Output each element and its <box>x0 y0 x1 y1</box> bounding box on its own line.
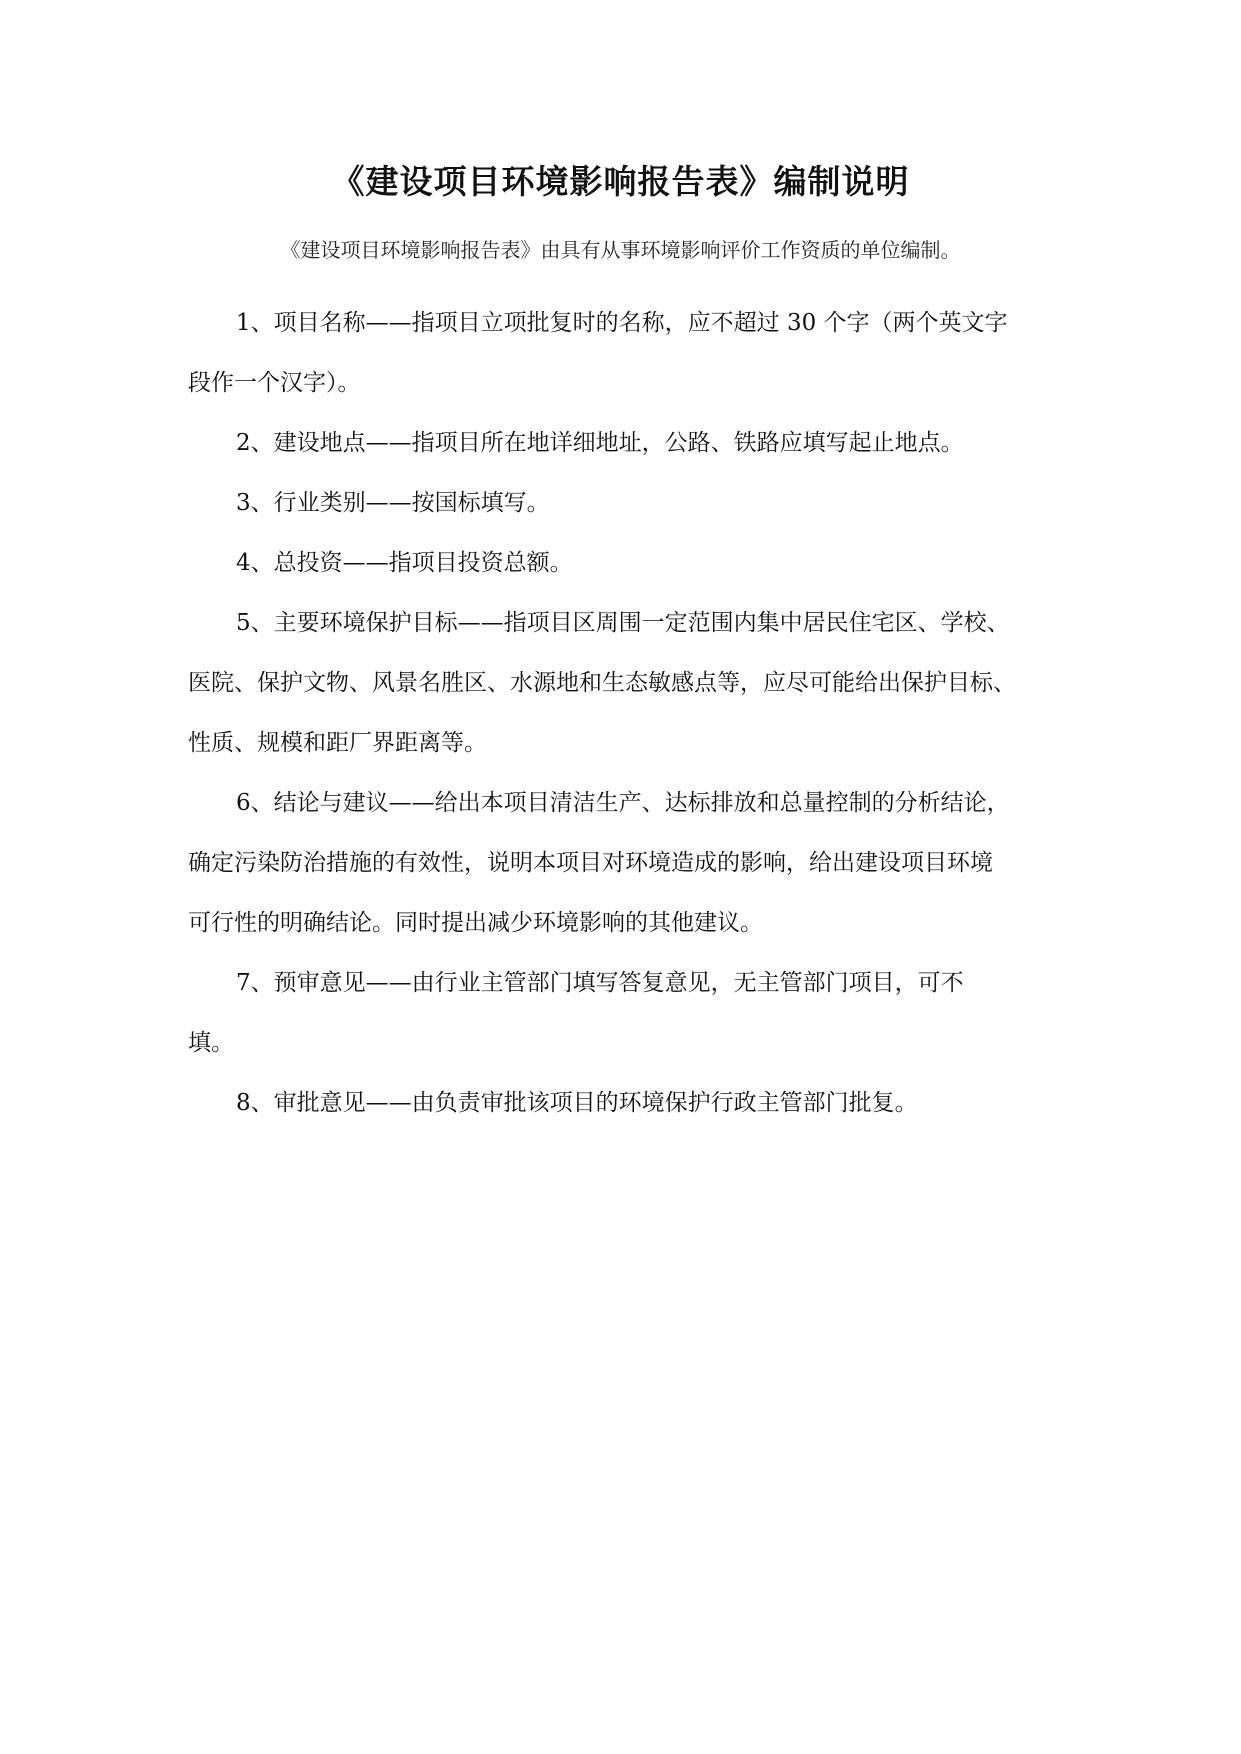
instruction-item-1 <box>188 293 1068 413</box>
paragraph-line: 7、预审意见——由行业主管部门填写答复意见，无主管部门项目，可不 <box>236 970 964 996</box>
instruction-item-2 <box>188 413 1068 473</box>
paragraph-line: 填。 <box>188 1030 234 1056</box>
instruction-item-4 <box>188 533 1068 593</box>
paragraph-line: 性质、规模和距厂界距离等。 <box>188 730 487 756</box>
paragraph-line: 8、审批意见——由负责审批该项目的环境保护行政主管部门批复。 <box>236 1090 918 1116</box>
document-title: 《建设项目环境影响报告表》编制说明 <box>331 162 910 201</box>
paragraph-line: 1、项目名称——指项目立项批复时的名称，应不超过 30 个字（两个英文字 <box>236 310 1008 336</box>
instruction-item-7 <box>188 953 1068 1073</box>
instruction-item-6 <box>188 773 1068 953</box>
instruction-item-3 <box>188 473 1068 533</box>
paragraph-line: 可行性的明确结论。同时提出减少环境影响的其他建议。 <box>188 910 763 936</box>
paragraph-line: 4、总投资——指项目投资总额。 <box>236 550 573 576</box>
instructions-body <box>188 293 1068 1133</box>
paragraph-line: 3、行业类别——按国标填写。 <box>236 490 550 516</box>
paragraph-line: 确定污染防治措施的有效性，说明本项目对环境造成的影响，给出建设项目环境 <box>188 850 993 876</box>
paragraph-line: 2、建设地点——指项目所在地详细地址，公路、铁路应填写起止地点。 <box>236 430 964 456</box>
paragraph-line: 6、结论与建议——给出本项目清洁生产、达标排放和总量控制的分析结论， <box>236 790 1010 816</box>
paragraph-line: 段作一个汉字）。 <box>188 370 361 396</box>
paragraph-line: 医院、保护文物、风景名胜区、水源地和生态敏感点等，应尽可能给出保护目标、 <box>188 670 1016 696</box>
instruction-item-5 <box>188 593 1068 773</box>
instruction-item-8 <box>188 1073 1068 1133</box>
document-intro: 《建设项目环境影响报告表》由具有从事环境影响评价工作资质的单位编制。 <box>280 238 961 262</box>
paragraph-line: 5、主要环境保护目标——指项目区周围一定范围内集中居民住宅区、学校、 <box>236 610 1010 636</box>
